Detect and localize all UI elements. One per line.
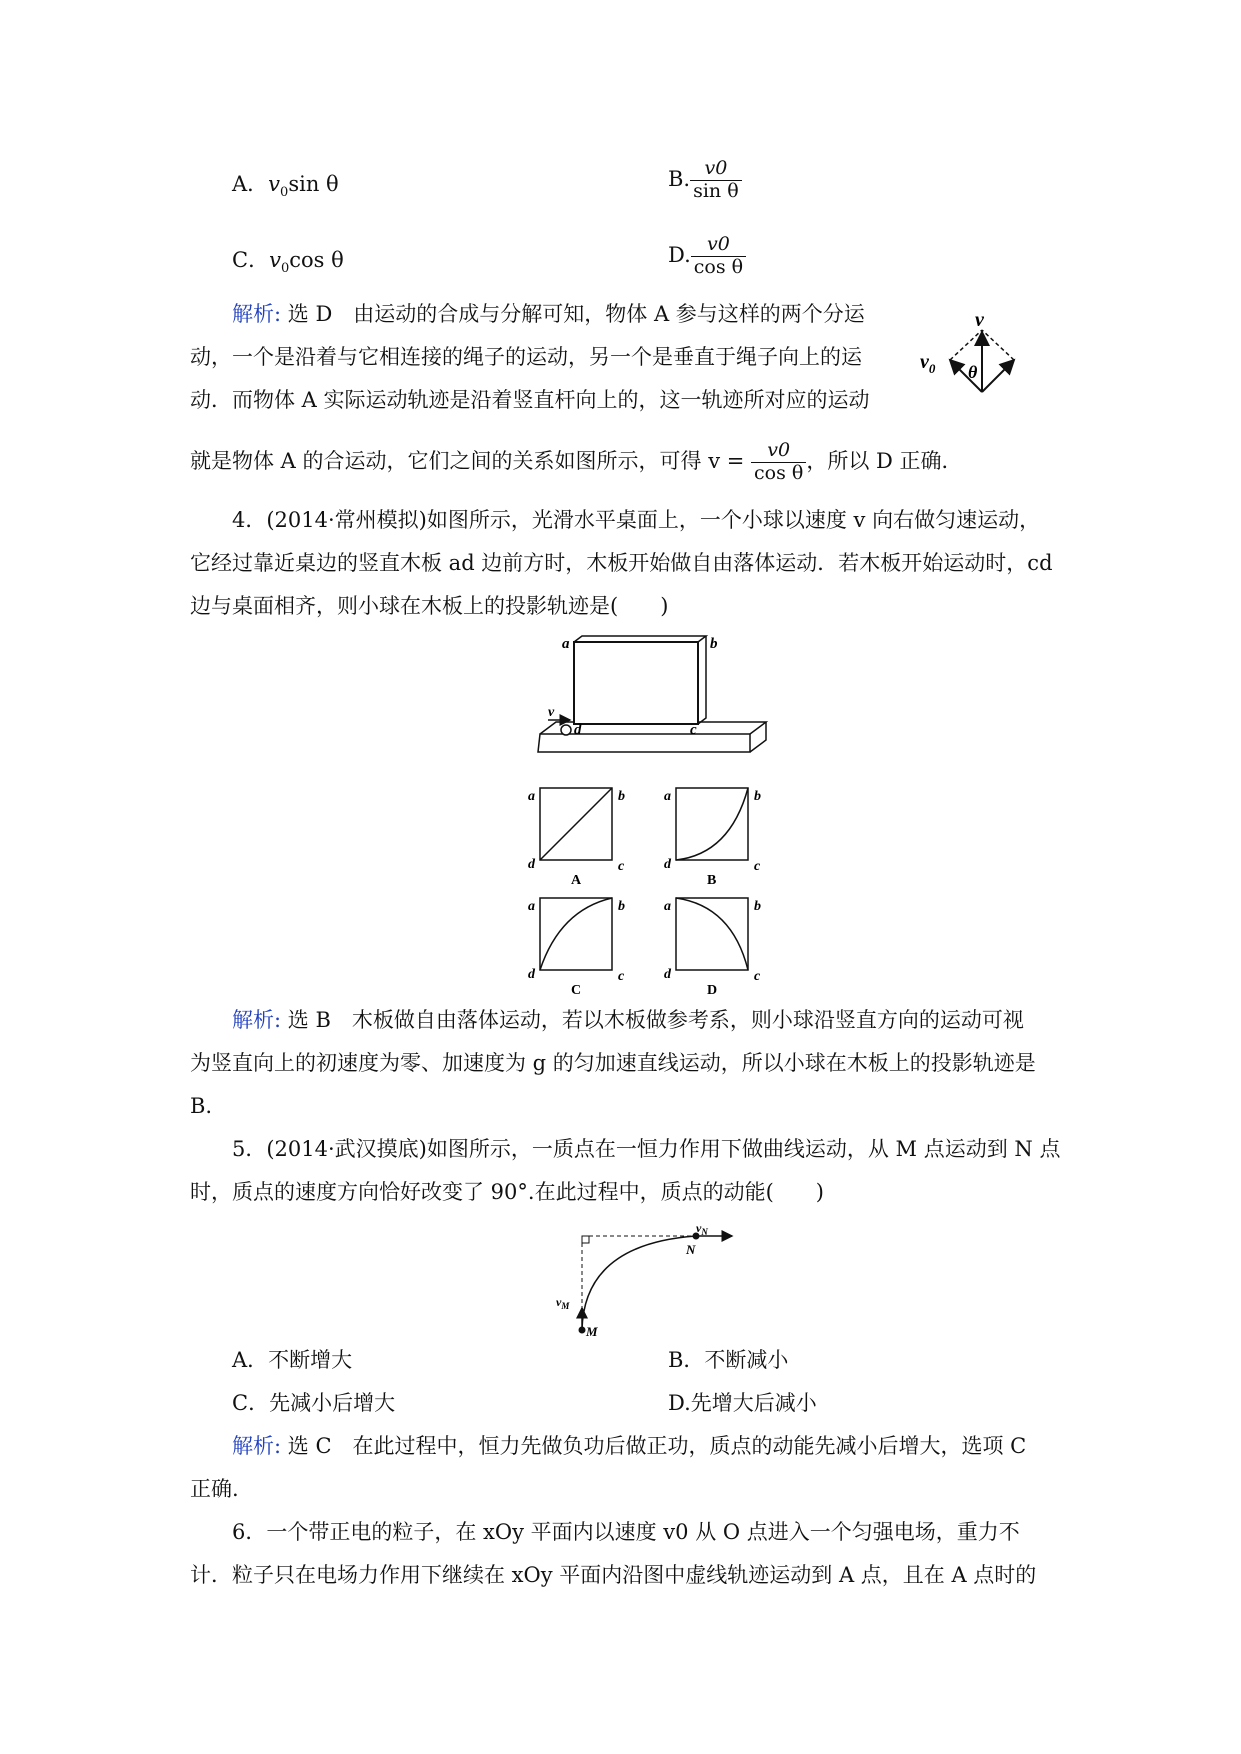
q3-analysis-line2: 动，一个是沿着与它相连接的绳子的运动，另一个是垂直于绳子向上的运	[190, 345, 862, 369]
svg-text:b: b	[754, 899, 761, 914]
analysis-label: 解析:	[232, 1434, 282, 1458]
q5-option-d: D.先增大后减小	[668, 1391, 817, 1415]
q5-analysis-line1: 解析: 选 C 在此过程中，恒力先做负功后做正功，质点的动能先减小后增大，选项 C	[232, 1434, 1027, 1458]
svg-text:a: a	[528, 899, 535, 914]
svg-text:N: N	[686, 1242, 696, 1257]
q3-analysis-line4: 就是物体 A 的合运动，它们之间的关系如图所示，可得 v = $\frac{v0}{\text{cos θ}}$ ，所以 D 正确．	[190, 439, 963, 484]
svg-text:d: d	[574, 722, 582, 738]
q5-option-c: C．先减小后增大	[232, 1391, 396, 1415]
q4-choice-graphs	[520, 780, 780, 1000]
q4-stem-line3: 边与桌面相齐，则小球在木板上的投影轨迹是( )	[190, 594, 669, 618]
svg-text:vN: $v_N$	[696, 1222, 708, 1237]
svg-text:c: c	[618, 859, 625, 874]
q5-option-b: B．不断减小	[668, 1348, 789, 1372]
svg-text:c: c	[618, 969, 625, 984]
svg-text:d: d	[528, 857, 535, 872]
q4-stem-line1: 4．(2014·常州模拟)如图所示，光滑水平桌面上，一个小球以速度 v 向右做匀速运动，	[232, 508, 1041, 532]
q3-option-b: B. $\frac{v0}{\text{sin θ}}$	[668, 158, 742, 203]
q3-option-d: D. $\frac{v0}{\text{cos θ}}$	[668, 234, 746, 279]
q6-stem-line2: 计．粒子只在电场力作用下继续在 xOy 平面内沿图中虚线轨迹运动到 A 点，且在 A 点时的	[190, 1563, 1037, 1587]
falling-board-figure	[530, 634, 770, 764]
svg-text:d: d	[528, 967, 535, 982]
svg-text:c: c	[754, 969, 761, 984]
svg-text:v: v	[548, 705, 555, 720]
q4-stem-line2: 它经过靠近桌边的竖直木板 ad 边前方时，木板开始做自由落体运动．若木板开始运动时，cd	[190, 551, 1053, 575]
fig-v0-label: $v_0$	[920, 351, 936, 376]
svg-text:b: b	[754, 789, 761, 804]
svg-text:a: a	[562, 636, 570, 652]
choice-a-graph	[528, 788, 625, 888]
svg-text:b: b	[618, 899, 625, 914]
svg-text:c: c	[690, 722, 697, 738]
analysis-label: 解析:	[232, 1008, 282, 1032]
svg-text:C: C	[571, 983, 582, 998]
svg-text:a: a	[664, 789, 671, 804]
q5-option-a: A．不断增大	[232, 1348, 353, 1372]
svg-text:a: a	[528, 789, 535, 804]
svg-text:d: d	[664, 857, 671, 872]
q3-option-c: C．$v_0\cos$ θ	[232, 248, 344, 277]
svg-text:b: b	[710, 636, 718, 652]
choice-d-graph	[664, 898, 761, 998]
velocity-decomposition-figure	[920, 312, 1040, 402]
q3-analysis-line3: 动．而物体 A 实际运动轨迹是沿着竖直杆向上的，这一轨迹所对应的运动	[190, 388, 870, 412]
q5-analysis-line2: 正确.	[190, 1477, 239, 1501]
q3-analysis-line1: 解析: 选 D 由运动的合成与分解可知，物体 A 参与这样的两个分运	[232, 302, 865, 326]
svg-text:B: B	[707, 873, 717, 888]
svg-text:vM: $v_M$	[556, 1295, 570, 1311]
svg-text:D: D	[707, 983, 718, 998]
q4-analysis-line1: 解析: 选 B 木板做自由落体运动，若以木板做参考系，则小球沿竖直方向的运动可视	[232, 1008, 1024, 1032]
fig-theta-label: θ	[968, 362, 978, 382]
q3-option-a: A．$v_0\sin$ θ	[232, 172, 339, 201]
svg-text:b: b	[618, 789, 625, 804]
analysis-label: 解析:	[232, 302, 282, 326]
q4-analysis-line2: 为竖直向上的初速度为零、加速度为 g 的匀加速直线运动，所以小球在木板上的投影轨迹是	[190, 1051, 1036, 1075]
perpendicular-velocity-arrow	[982, 360, 1014, 392]
q6-stem-line1: 6．一个带正电的粒子，在 xOy 平面内以速度 v0 从 O 点进入一个匀强电场，重力不	[232, 1520, 1020, 1544]
svg-text:M: M	[586, 1324, 598, 1339]
fig-v-label: v	[975, 312, 984, 331]
svg-text:a: a	[664, 899, 671, 914]
q5-stem-line1: 5．(2014·武汉摸底)如图所示，一质点在一恒力作用下做曲线运动，从 M 点运动到 N 点	[232, 1137, 1061, 1161]
curved-path-figure	[548, 1222, 748, 1342]
q5-stem-line2: 时，质点的速度方向恰好改变了 90°.在此过程中，质点的动能( )	[190, 1180, 824, 1204]
choice-c-graph	[528, 898, 625, 998]
svg-text:d: d	[664, 967, 671, 982]
svg-text:c: c	[754, 859, 761, 874]
choice-b-graph	[664, 788, 761, 888]
svg-text:A: A	[571, 873, 582, 888]
q4-analysis-line3: B.	[190, 1094, 213, 1118]
ball	[561, 725, 571, 735]
